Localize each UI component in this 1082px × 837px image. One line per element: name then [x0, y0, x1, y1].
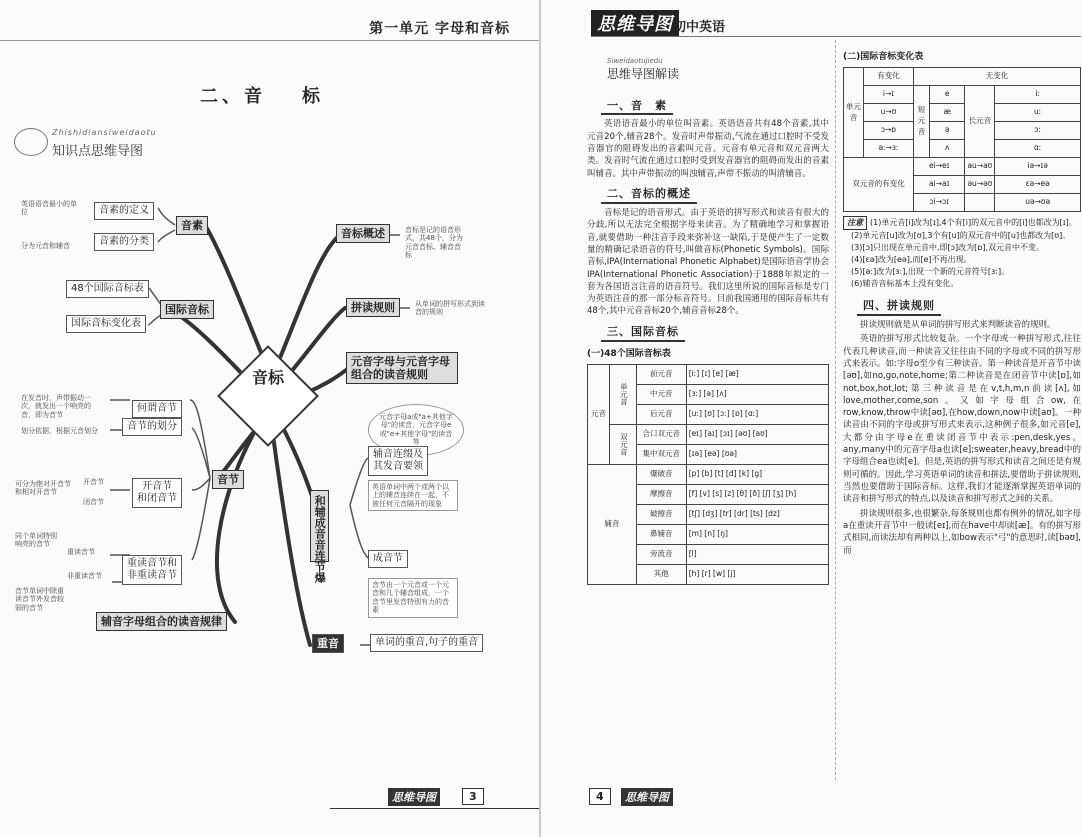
node-cheng-yinjie: 成音节	[368, 550, 408, 568]
node-48-ipa-table: 48个国际音标表	[66, 280, 149, 298]
t1-dan: 单元音	[610, 364, 637, 424]
node-fuyin-lianzhui: 辅音连缀及 其发音要领	[368, 446, 428, 476]
t2-cell: u→ʊ	[864, 104, 914, 122]
t2-cell: iə→ɪə	[995, 158, 1081, 176]
footer-brand-right: 思维导图	[621, 788, 673, 806]
mindmap-badge-icon	[14, 128, 48, 156]
node-hewei-yinjie: 何谓音节	[132, 400, 182, 418]
t2-cell: ai→aɪ	[914, 176, 965, 194]
note-tag: 注意	[843, 216, 867, 230]
t2-cell: au→aʊ	[965, 158, 995, 176]
column-divider	[835, 40, 836, 780]
paragraph-pindu-c: 拼读规则很多,也很繁杂,每条规则也都有例外的情况,如字母a在重读开音节中一般读[eɪ],而在have中却读[æ]。有的拼写形式相同,而读法却有两种以上,如bow表示"弓"的意思时,读[bəʊ],而	[843, 508, 1081, 556]
book-title: 初中英语	[673, 20, 726, 35]
section-title-part-a: 二、音	[200, 86, 266, 107]
t2-cell: ɔː	[995, 122, 1081, 140]
note-item: (2)单元音[u]改为[ʊ],3个有[u]的双元音中的[u]也都改为[ʊ]。	[851, 231, 1071, 241]
note-yinsu-def: 英语语音最小的单位	[21, 200, 77, 217]
footer-brand-left: 思维导图	[388, 788, 440, 806]
note-list	[843, 216, 1081, 290]
note-item: (4)[ɛə]改为[eə],而[e]不再出现。	[851, 255, 972, 265]
note-yinsu-cls: 分为元音和辅音	[21, 242, 70, 250]
header-rule	[0, 40, 540, 41]
node-yuanyin-rule: 元音字母与元音字母组合的读音规则	[346, 352, 458, 384]
note-text: (1)单元音[i]改为[ɪ],4个有[i]的双元音中的[i]也都改为[ɪ]。	[870, 218, 1077, 228]
section-title	[200, 82, 324, 108]
paragraph-yinsu: 英语语音最小的单位叫音素。英语语音共有48个音素,其中元音20个,辅音28个。发音时声带振动,气流在通过口腔时不受发音器官的阻碍发出的音素叫元音。元音有单元音和双元音两大类。发音时气流在通过口腔时受到发音器官的阻碍而发出的音素叫辅音。其中声带振动的叫浊辅音,声带不振动的叫清辅音。	[587, 119, 829, 179]
t1-row-ipa: [tʃ] [dʒ] [tr] [dr] [ts] [dz]	[686, 504, 828, 524]
note-hewei: 在发音时，声带振动一次，就发出一个响亮的音，即为音节	[21, 394, 91, 419]
t1-row-label: 摩擦音	[636, 484, 686, 504]
left-page	[0, 0, 540, 837]
node-lian-bao-vertical: 和辅成音音连节爆	[310, 490, 329, 562]
label-zhongdu-a: 重读音节	[67, 548, 95, 556]
node-pindu-guize: 拼读规则	[346, 298, 400, 317]
node-zhongyin: 重音	[312, 634, 344, 653]
label-zhongdu-b: 非重读音节	[67, 572, 102, 580]
mindmap-label: 知识点思维导图	[52, 144, 144, 159]
t1-yuanyin: 元音	[588, 364, 610, 464]
t2-you: 有变化	[864, 68, 914, 86]
t2-cell: ɑː	[995, 140, 1081, 158]
t2-cell: uə→ʊə	[995, 194, 1081, 212]
subheading: 思维导图解读	[607, 67, 680, 82]
node-yinbiao-gaishu: 音标概述	[336, 224, 390, 243]
label-bi-yinjie: 闭音节	[83, 498, 104, 506]
t2-wu: 无变化	[914, 68, 1081, 86]
column-left	[587, 56, 829, 585]
yuanyin-bubble: 元音字母a或"a+其他字母"的读音，元音字母e或"e+其他字母"的读音等	[368, 404, 464, 456]
t1-row-label: 鼻辅音	[636, 524, 686, 544]
page-number-right: 4	[589, 788, 611, 805]
heading-yinsu: 一、音 素	[601, 98, 673, 116]
node-kai-bi-yinjie: 开音节 和闭音节	[132, 478, 182, 508]
note-item	[843, 216, 1081, 230]
mindmap-pinyin: Zhishidiansiweidaotu	[52, 128, 157, 137]
note-item: (6)辅音音标基本上没有变化。	[851, 279, 959, 289]
t2-cell: æ	[930, 104, 965, 122]
node-ipa-change-table: 国际音标变化表	[66, 315, 146, 333]
t2-cell: e	[930, 86, 965, 104]
ipa-change-table	[843, 67, 1081, 212]
node-yinsu: 音素	[176, 216, 208, 235]
t1-fuyin: 辅音	[588, 464, 637, 584]
paragraph-pindu-b: 英语的拼写形式比较复杂。一个字母或一种拼写形式,往往代表几种读音,而一种读音又往往由不同的字母或不同的拼写形式来表示。如:字母o至少有三种读音。第一种读音是开音节中读[əʊ],如no,go,note,home;第二种读音是在闭音节中读[ɒ],如not,box,hot,lot;第三种读音是在v,t,h,m,n前读[ʌ],如love,mother,come,son。又如字母组合ow,在row,know,throw中读[əʊ],在how,down,now中读[aʊ]。一种读音由不同的字母或拼写形式来表示,这种例子很多,如元音[e],大都分由字母e在重读闭音节中表示:pen,desk,yes。any,many中的元音字母a也读[e];sweater,heavy,bread中的字母组合ea也读[e]。但是,英语的拼写形式和读音之间还是有规则可循的。因此,学习英语单词的读音和拼法,要借助于拼读规则,当然也要借助于国际音标。这样,我们才能逐渐掌握英语单词的读音和拼写形式的特点,以及读音和拼写形式之间的关系。	[843, 334, 1081, 505]
section-title-part-b: 标	[302, 86, 324, 107]
t1-row-label: 集中双元音	[636, 444, 686, 464]
t2-cell: ei→eɪ	[914, 158, 965, 176]
node-zhongyin-detail: 单词的重音,句子的重音	[370, 634, 483, 652]
label-kai-yinjie: 开音节	[83, 478, 104, 486]
t1-row-ipa: [iː] [ɪ] [e] [æ]	[686, 364, 828, 384]
heading-guoji: 三、国际音标	[601, 324, 685, 342]
table1-caption: (一)48个国际音标表	[587, 348, 671, 359]
t2-danyuan: 单元音	[844, 68, 864, 158]
note-zhongdu-1: 同个单词特别响亮的音节	[15, 532, 57, 549]
t1-row-label: 旁流音	[636, 544, 686, 564]
t2-cell: i→ɪ	[864, 86, 914, 104]
note-huafen: 划分依据，根据元音划分	[21, 427, 98, 435]
column-right	[843, 48, 1081, 559]
t2-cell: iː	[995, 86, 1081, 104]
t2-cell: ə	[930, 122, 965, 140]
t2-cell: uː	[995, 104, 1081, 122]
t1-row-ipa: [ɜː] [ə] [ʌ]	[686, 384, 828, 404]
t2-cell: əː→ɜː	[864, 140, 914, 158]
node-yinjie: 音节	[212, 470, 244, 489]
t2-cell: əu→əʊ	[965, 176, 995, 194]
subheading-pinyin: Siweidaotujiedu	[607, 57, 663, 65]
note-lianzhui: 英语单词中两个或两个以上的辅音连续在一起，不被任何元音隔开的现象	[368, 480, 458, 511]
t2-shuang-label: 双元音的有变化	[844, 158, 914, 212]
t1-row-ipa: [f] [v] [s] [z] [θ] [ð] [ʃ] [ʒ] [h]	[686, 484, 828, 504]
node-guoji-yinbiao: 国际音标	[160, 300, 214, 319]
unit-title: 第一单元 字母和音标	[369, 21, 510, 37]
t1-row-ipa: [m] [n] [ŋ]	[686, 524, 828, 544]
t2-cell: ɛə→eə	[995, 176, 1081, 194]
node-zhongdu-yinjie: 重读音节和 非重读音节	[122, 555, 182, 585]
mind-map	[0, 160, 540, 700]
header-brand-right: 思维导图	[591, 10, 679, 36]
note-gaishu: 音标是记的语音形式，共48个，分为元音音标、辅音音标	[405, 226, 463, 260]
note-chengyin: 音节由一个元音或一个元音和几个辅音组成，一个音节里发音特别有力的音素	[368, 578, 458, 618]
t1-row-ipa: [l]	[686, 544, 828, 564]
t2-chang: 长元音	[965, 86, 995, 158]
paragraph-gaishu: 音标是记的语音形式。由于英语的拼写形式和读音有很大的分歧,所以无法完全根据字母来读音。为了精确地学习和掌握语音,就要借助一种注音手段来弥补这一缺陷,于是便产生了一定数量的精确记录语音的符号,叫做音标(Phonetic Symbols)。国际音标,IPA(International Phonetic Alphabet)是国际语音学协会IPA(International Phonetic Association)于1888年拟定的一套为各国语言注音的语音符号。我们这里所说的国际音标是专门为英语注音的那一部分标音符号。目前我国通用的国际音标共有48个,其中元音音标20个,辅音音标28个。	[587, 207, 829, 317]
right-page	[541, 0, 1082, 837]
t1-row-label: 其他	[636, 564, 686, 584]
table2-caption: (二)国际音标变化表	[843, 52, 924, 62]
t1-row-label: 破擦音	[636, 504, 686, 524]
t1-row-ipa: [ɪə] [eə] [ʊə]	[686, 444, 828, 464]
note-pindu: 从单词的拼写形式到读音的规则	[415, 300, 485, 317]
t1-row-label: 中元音	[636, 384, 686, 404]
t1-shuang: 双元音	[610, 424, 637, 464]
t1-row-ipa: [p] [b] [t] [d] [k] [g]	[686, 464, 828, 484]
note-item: (5)[əː]改为[ɜː],出现一个新的元音符号[ɜː]。	[851, 267, 1010, 277]
node-yinjie-huafen: 音节的划分	[122, 418, 182, 436]
footer-rule-left	[330, 808, 540, 809]
node-yinsu-classification: 音素的分类	[94, 233, 154, 251]
t2-cell: ɔi→ɔɪ	[914, 194, 965, 212]
ipa-table-48	[587, 364, 829, 585]
paragraph-pindu-a: 拼读规则就是从单词的拼写形式来判断读音的规则。	[860, 319, 1056, 330]
t2-cell	[965, 194, 995, 212]
t1-row-ipa: [eɪ] [aɪ] [ɔɪ] [əʊ] [aʊ]	[686, 424, 828, 444]
t1-row-label: 合口双元音	[636, 424, 686, 444]
t2-cell: ʌ	[930, 140, 965, 158]
t1-row-label: 后元音	[636, 404, 686, 424]
center-label: 音标	[252, 368, 285, 387]
node-yinsu-definition: 音素的定义	[94, 202, 154, 220]
t1-row-label: 爆破音	[636, 464, 686, 484]
note-kaibi: 可分为绝对开音节和相对开音节	[15, 480, 71, 497]
t2-cell: ɔ→ɒ	[864, 122, 914, 140]
t1-row-label: 前元音	[636, 364, 686, 384]
page-number-left: 3	[462, 788, 484, 805]
heading-pindu: 四、拼读规则	[857, 298, 941, 316]
heading-gaishu: 二、音标的概述	[601, 186, 697, 204]
t2-duan: 短元音	[914, 86, 930, 158]
t1-row-ipa: [uː] [ʊ] [ɔː] [ɒ] [ɑː]	[686, 404, 828, 424]
note-zhongdu-2: 音节单词中除重读音节外发音较弱的音节	[15, 587, 64, 612]
t1-row-ipa: [h] [r] [w] [j]	[686, 564, 828, 584]
header-rule-right	[591, 36, 1081, 37]
note-item: (3)[ɔ]只出现在单元音中,即[ɔ]改为[ɒ],双元音中不变。	[851, 243, 1045, 253]
node-fuyin-zuhe-rule: 辅音字母组合的读音规律	[96, 612, 227, 631]
